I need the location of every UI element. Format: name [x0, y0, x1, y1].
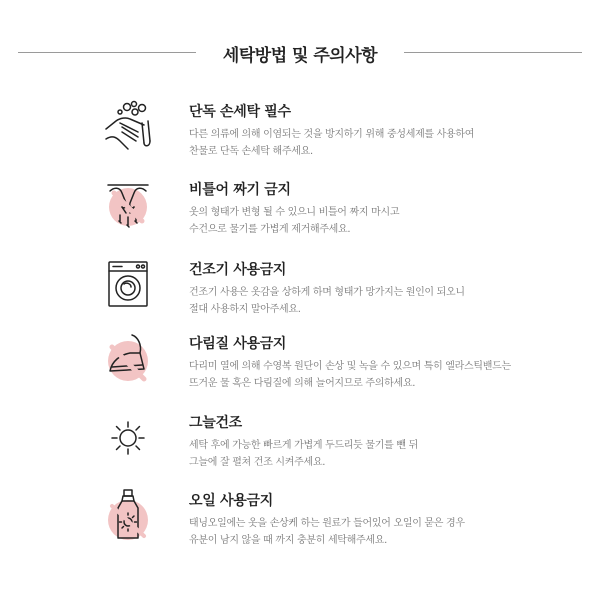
care-item-description	[189, 358, 549, 392]
care-item-title: 오일 사용금지	[189, 493, 273, 509]
hand-wash-icon	[100, 99, 156, 155]
care-item-no-iron	[100, 331, 560, 401]
description-line: 건조기 사용은 옷감을 상하게 하며 형태가 망가지는 원인이 되오니	[189, 287, 465, 298]
care-item-title: 그늘건조	[189, 415, 242, 431]
care-item-title: 건조기 사용금지	[189, 262, 287, 278]
description-line: 뜨거운 물 혹은 다림질에 의해 늘어지므로 주의하세요.	[189, 378, 416, 389]
no-iron-icon	[100, 331, 156, 387]
care-item-no-dryer	[100, 257, 560, 327]
divider-left	[18, 52, 196, 53]
care-item-title: 단독 손세탁 필수	[189, 104, 291, 120]
shade-dry-sun-icon	[100, 410, 156, 466]
care-item-description	[189, 437, 549, 471]
description-line: 그늘에 잘 펼쳐 건조 시켜주세요.	[189, 457, 326, 468]
care-item-title: 비틀어 짜기 금지	[189, 182, 291, 198]
description-line: 유분이 남지 않을 때 까지 충분히 세탁해주세요.	[189, 535, 387, 546]
care-item-description	[189, 204, 549, 238]
no-dryer-icon	[100, 257, 156, 313]
care-item-description	[189, 126, 549, 160]
description-line: 옷의 형태가 변형 될 수 있으니 비틀어 짜지 마시고	[189, 207, 400, 218]
description-line: 태닝오일에는 옷을 손상케 하는 원료가 들어있어 오일이 묻은 경우	[189, 518, 465, 529]
divider-right	[404, 52, 582, 53]
description-line: 다른 의류에 의해 이염되는 것을 방지하기 위해 중성세제를 사용하여	[189, 129, 475, 140]
description-line: 찬물로 단독 손세탁 해주세요.	[189, 146, 313, 157]
care-item-title: 다림질 사용금지	[189, 336, 287, 352]
description-line: 절대 사용하지 말아주세요.	[189, 304, 301, 315]
page-title: 세탁방법 및 주의사항	[222, 46, 378, 66]
no-oil-icon	[100, 488, 156, 544]
care-item-shade-dry	[100, 410, 560, 480]
description-line: 다리미 열에 의해 수영복 원단이 손상 및 녹을 수 있으며 특히 엘라스틱밴드는	[189, 361, 511, 372]
no-wring-icon	[100, 177, 156, 233]
care-item-no-wring	[100, 177, 560, 247]
care-item-description	[189, 284, 549, 318]
care-item-no-oil	[100, 488, 560, 558]
section-header	[0, 38, 600, 68]
care-item-description	[189, 515, 549, 549]
description-line: 세탁 후에 가능한 빠르게 가볍게 두드리듯 물기를 뺀 뒤	[189, 440, 418, 451]
care-item-hand-wash	[100, 99, 560, 169]
description-line: 수건으로 물기를 가볍게 제거해주세요.	[189, 224, 351, 235]
